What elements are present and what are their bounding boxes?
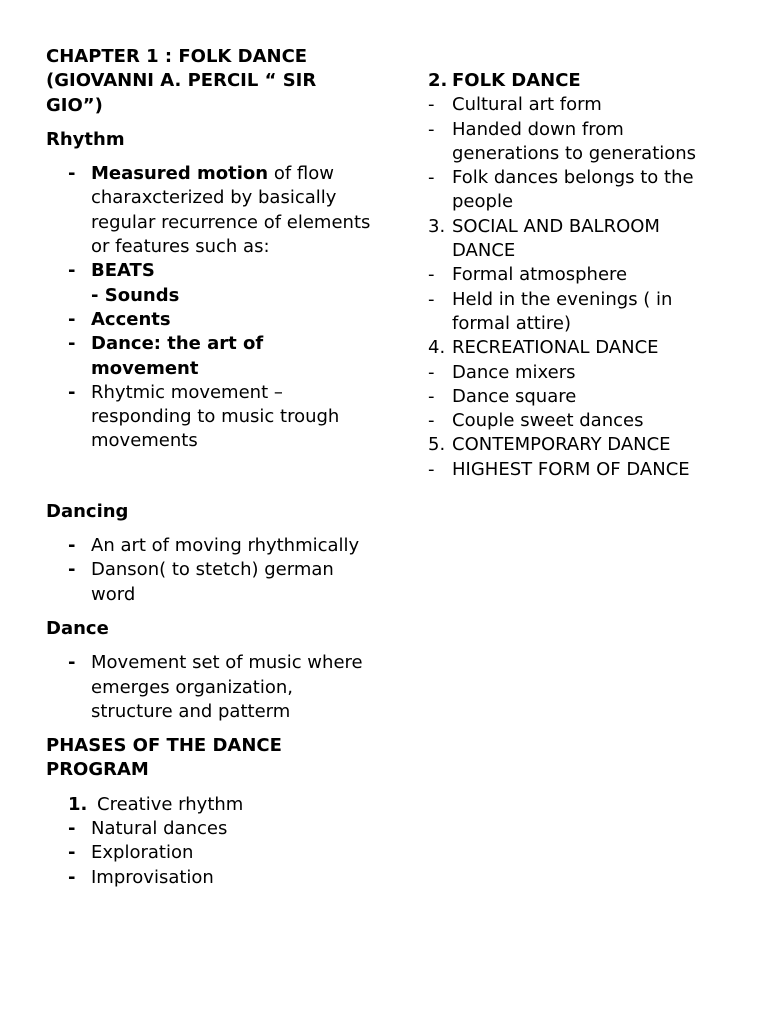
list-item: - Natural dances — [68, 818, 228, 840]
rhythm-list — [46, 162, 376, 454]
phases-heading: PHASES OF THE DANCE PROGRAM — [46, 735, 282, 781]
section-folk-dance: 2. FOLK DANCE — [428, 70, 581, 91]
list-item: - Couple sweet dances — [428, 410, 644, 432]
list-item: - Dance square — [428, 385, 577, 407]
dancing-list — [46, 534, 376, 607]
list-item: - An art of moving rhythmically — [68, 535, 360, 557]
list-item: - Improvisation — [68, 866, 214, 888]
list-item: - Held in the evenings ( in formal attire) — [428, 288, 673, 334]
rhythm-heading: Rhythm — [46, 128, 125, 150]
list-item: - Cultural art form — [428, 94, 602, 116]
list-item: 1. Creative rhythm — [68, 793, 244, 815]
list-item: - Formal atmosphere — [428, 264, 628, 286]
section-recreational: 4. RECREATIONAL DANCE — [428, 337, 659, 359]
list-item: - Exploration — [68, 842, 194, 864]
list-item: - Dance: the art of movement — [68, 333, 264, 379]
phases-list — [46, 793, 376, 890]
list-item: - Measured motion of flow charaxcterized by basically regular recurrence of elements or features such as: — [68, 163, 371, 258]
list-item: - Handed down from generations to generations — [428, 118, 697, 164]
right-column — [428, 69, 728, 482]
list-subitem: - Sounds — [91, 284, 180, 306]
dance-heading: Dance — [46, 617, 109, 639]
section-contemporary: 5. CONTEMPORARY DANCE — [428, 434, 671, 456]
chapter-title: CHAPTER 1 : FOLK DANCE (GIOVANNI A. PERCIL “ SIR GIO”) — [46, 46, 317, 116]
list-item: - Accents — [68, 308, 171, 330]
list-item: - Dance mixers — [428, 361, 576, 383]
list-item: - BEATS — [68, 260, 155, 282]
dance-list — [46, 651, 376, 724]
list-item: - Movement set of music where emerges organization, structure and patterm — [68, 652, 363, 722]
list-item: - Rhytmic movement – responding to music trough movements — [68, 381, 340, 452]
dancing-heading: Dancing — [46, 500, 129, 522]
list-item: - Danson( to stetch) german word — [68, 559, 334, 605]
section-social-ballroom: 3. SOCIAL AND BALROOM DANCE — [428, 215, 660, 262]
left-column — [46, 45, 376, 890]
list-item: - Folk dances belongs to the people — [428, 167, 694, 213]
list-item: - HIGHEST FORM OF DANCE — [428, 458, 690, 480]
